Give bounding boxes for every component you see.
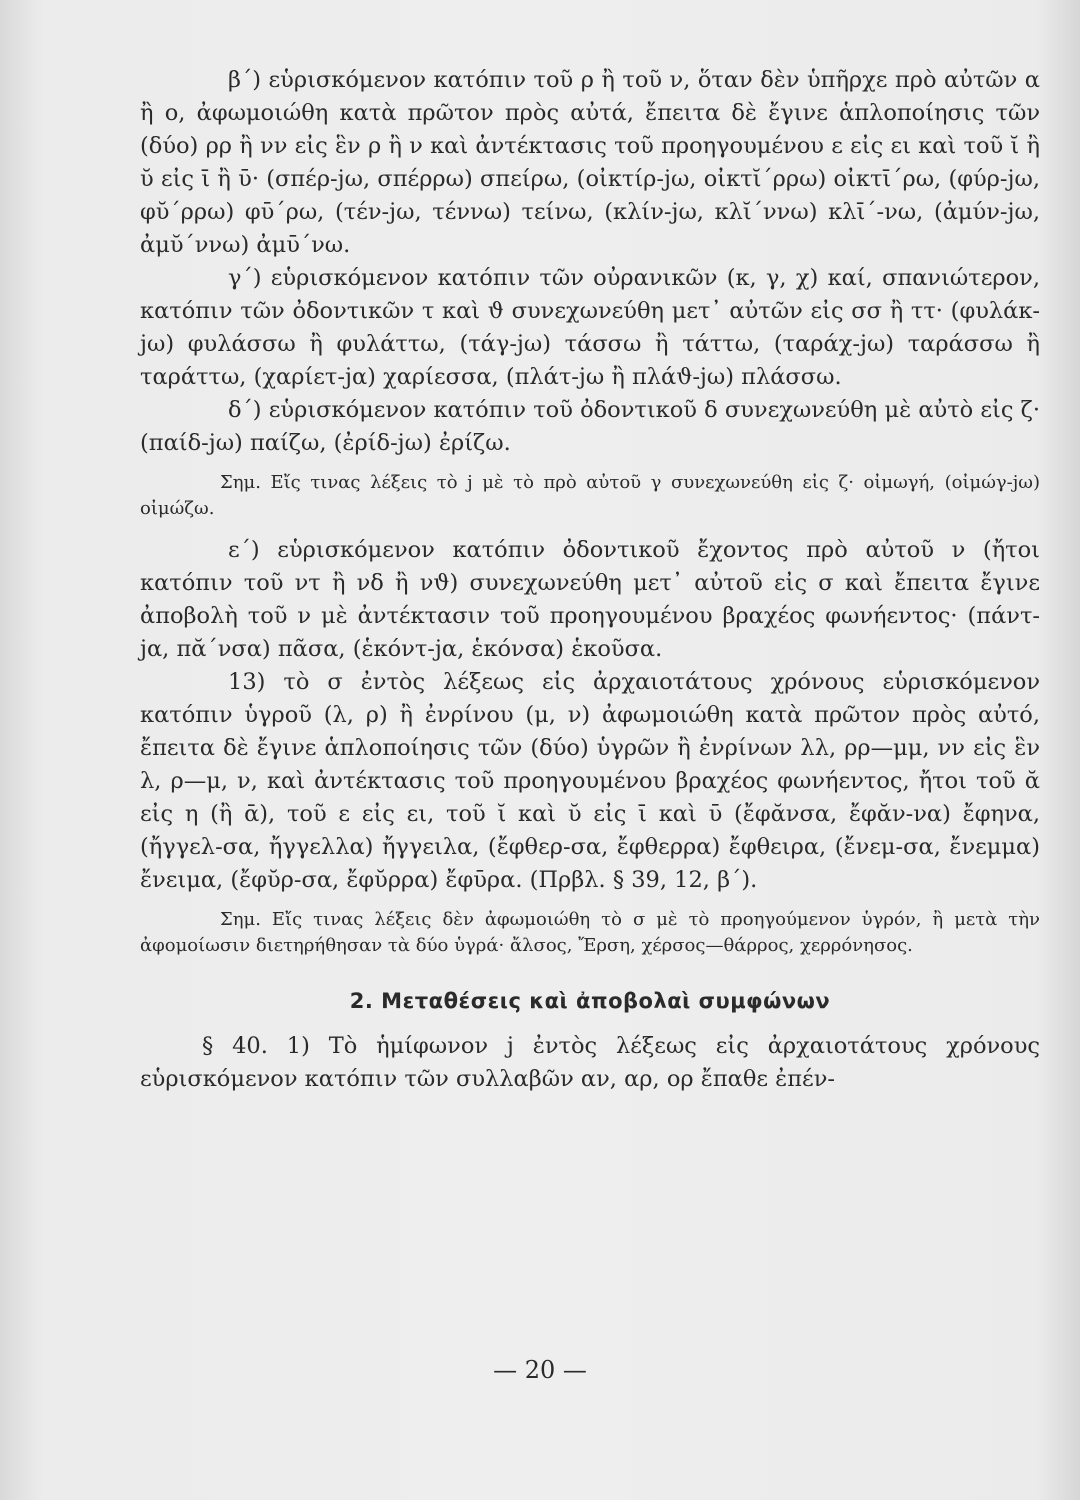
note-2: Σημ. Εἴς τινας λέξεις δὲν ἀφωμοιώθη τὸ σ μὲ τὸ προηγούμενον ὑγρόν, ἢ μετὰ τὴν ἀφομοίωσιν διετηρήθησαν τὰ δύο ὑγρά· ἄλσος, Ἔρση, χέρσος—θάρρος, χερρόνησος. bbox=[140, 909, 1040, 956]
section-heading: 2. Μεταθέσεις καὶ ἀποβολαὶ συμφώνων bbox=[349, 989, 831, 1013]
paragraph-epsilon: ε΄) εὑρισκόμενον κατόπιν ὀδοντικοῦ ἔχοντος πρὸ αὐτοῦ ν (ἤτοι κατόπιν τοῦ ντ ἢ νδ ἢ νϑ) συνεχωνεύθη μετ᾽ αὐτοῦ εἰς σ καὶ ἔπειτα ἔγινε ἀποβολὴ τοῦ ν μὲ ἀντέκτασιν τοῦ προηγουμένου βραχέος φωνήεντος· (πάντ-jα, πᾰ΄νσα) πᾶσα, (ἑκόντ-jα, ἑκόνσα) ἑκοῦσα. bbox=[140, 537, 1040, 662]
paragraph-gamma: γ΄) εὑρισκόμενον κατόπιν τῶν οὐρανικῶν (κ, γ, χ) καί, σπανιώτερον, κατόπιν τῶν ὀδοντικῶν τ καὶ ϑ συνεχωνεύθη μετ᾽ αὐτῶν εἰς σσ ἢ ττ· (φυλάκ-jω) φυλάσσω ἢ φυλάττω, (τάγ-jω) τάσσω ἢ τάττω, (ταράχ-jω) ταράσσω ἢ ταράττω, (χαρίετ-jα) χαρίεσσα, (πλάτ-jω ἢ πλάϑ-jω) πλάσσω. bbox=[140, 265, 1040, 390]
page-number: — 20 — bbox=[493, 1356, 587, 1384]
paragraph-delta: δ΄) εὑρισκόμενον κατόπιν τοῦ ὀδοντικοῦ δ συνεχωνεύθη μὲ αὐτὸ εἰς ζ· (παίδ-jω) παίζω, (ἐρίδ-jω) ἐρίζω. bbox=[140, 397, 1040, 456]
page-body bbox=[140, 64, 1040, 1096]
note-1: Σημ. Εἴς τινας λέξεις τὸ j μὲ τὸ πρὸ αὐτοῦ γ συνεχωνεύθη εἰς ζ· οἰμωγή, (οἰμώγ-jω) οἰμώζω. bbox=[140, 472, 1040, 519]
paragraph-13: 13) τὸ σ ἐντὸς λέξεως εἰς ἀρχαιοτάτους χρόνους εὑρισκόμενον κατόπιν ὑγροῦ (λ, ρ) ἢ ἐνρίνου (μ, ν) ἀφωμοιώθη κατὰ πρῶτον πρὸς αὐτό, ἔπειτα δὲ ἔγινε ἁπλοποίησις τῶν (δύο) ὑγρῶν ἢ ἐνρίνων λλ, ρρ—μμ, νν εἰς ἓν λ, ρ—μ, ν, καὶ ἀντέκτασις τοῦ προηγουμένου βραχέος φωνήεντος, ἤτοι τοῦ ᾰ εἰς η (ἢ ᾱ), τοῦ ε εἰς ει, τοῦ ῐ καὶ ῠ εἰς ῑ καὶ ῡ (ἔφᾰνσα, ἔφᾰν-να) ἔφηνα, (ἤγγελ-σα, ἤγγελλα) ἤγγειλα, (ἔφθερ-σα, ἔφθερρα) ἔφθειρα, (ἔνεμ-σα, ἔνεμμα) ἔνειμα, (ἔφῠρ-σα, ἔφῠρρα) ἔφῡρα. (Πρβλ. § 39, 12, β΄). bbox=[140, 669, 1040, 893]
paragraph-beta: β΄) εὑρισκόμενον κατόπιν τοῦ ρ ἢ τοῦ ν, ὅταν δὲν ὑπῆρχε πρὸ αὐτῶν α ἢ ο, ἀφωμοιώθη κατὰ πρῶτον πρὸς αὐτά, ἔπειτα δὲ ἔγινε ἁπλοποίησις τῶν (δύο) ρρ ἢ νν εἰς ἓν ρ ἢ ν καὶ ἀντέκτασις τοῦ προηγουμένου ε εἰς ει καὶ τοῦ ῐ ἢ ῠ εἰς ῑ ἢ ῡ· (σπέρ-jω, σπέρρω) σπείρω, (οἰκτίρ-jω, οἰκτῐ΄ρρω) οἰκτῑ΄ρω, (φύρ-jω, φῠ΄ρρω) φῡ΄ρω, (τέν-jω, τέννω) τείνω, (κλίν-jω, κλῐ΄ννω) κλῑ΄-νω, (ἀμύν-jω, ἀμῠ΄ννω) ἀμῡ΄νω. bbox=[140, 67, 1040, 258]
section-40-paragraph: § 40. 1) Τὸ ἡμίφωνον j ἐντὸς λέξεως εἰς ἀρχαιοτάτους χρόνους εὑρισκόμενον κατόπιν τῶν συλλαβῶν αν, αρ, ορ ἔπαθε ἐπέν- bbox=[140, 1033, 1040, 1092]
